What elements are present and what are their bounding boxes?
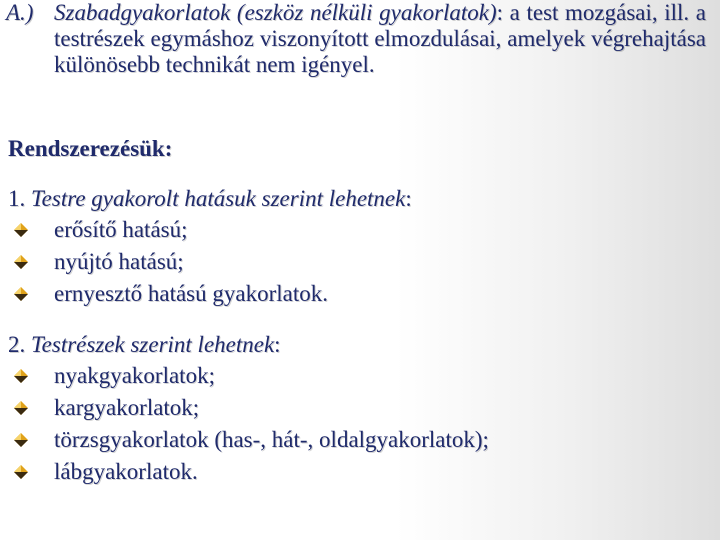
list-item (8, 392, 708, 424)
section-2-list (8, 360, 708, 488)
section-2-colon: : (274, 332, 281, 357)
section-1 (8, 184, 708, 310)
list-item-text: nyújtó hatású; (54, 249, 184, 274)
list-item-text: ernyesztő hatású gyakorlatok. (54, 281, 328, 306)
section-1-title-text: Testre gyakorolt hatásuk szerint lehetnek (31, 186, 406, 211)
list-item (8, 456, 708, 488)
intro-marker: A.) (6, 0, 34, 25)
heading: Rendszerezésük: (8, 136, 173, 161)
list-item (8, 214, 708, 246)
section-1-title (8, 184, 708, 214)
list-item (8, 360, 708, 392)
section-2-number: 2. (8, 332, 26, 357)
list-item (8, 246, 708, 278)
section-1-list (8, 214, 708, 310)
section-1-colon: : (405, 186, 412, 211)
intro-term: Szabadgyakorlatok (eszköz nélküli gyakorlatok) (54, 0, 497, 25)
diamond-bullet-icon (14, 287, 28, 301)
section-1-number: 1. (8, 186, 26, 211)
list-item-text: nyakgyakorlatok; (54, 363, 215, 388)
section-2-title (8, 330, 708, 360)
section-2 (8, 330, 708, 488)
diamond-bullet-icon (14, 401, 28, 415)
list-item (8, 424, 708, 456)
list-item-text: erősítő hatású; (54, 217, 188, 242)
section-2-title-text: Testrészek szerint lehetnek (31, 332, 275, 357)
diamond-bullet-icon (14, 223, 28, 237)
diamond-bullet-icon (14, 465, 28, 479)
list-item (8, 278, 708, 310)
list-item-text: lábgyakorlatok. (54, 459, 198, 484)
list-item-text: törzsgyakorlatok (has-, hát-, oldalgyakorlatok); (54, 427, 489, 452)
list-item-text: kargyakorlatok; (54, 395, 200, 420)
diamond-bullet-icon (14, 369, 28, 383)
intro-text: : a test mozgásai, ill. a testrészek egymáshoz viszonyított elmozdulásai, amelyek végrehajtása különösebb technikát nem igényel. (54, 0, 706, 77)
intro-paragraph (6, 0, 706, 78)
diamond-bullet-icon (14, 255, 28, 269)
diamond-bullet-icon (14, 433, 28, 447)
intro-body (54, 0, 706, 78)
